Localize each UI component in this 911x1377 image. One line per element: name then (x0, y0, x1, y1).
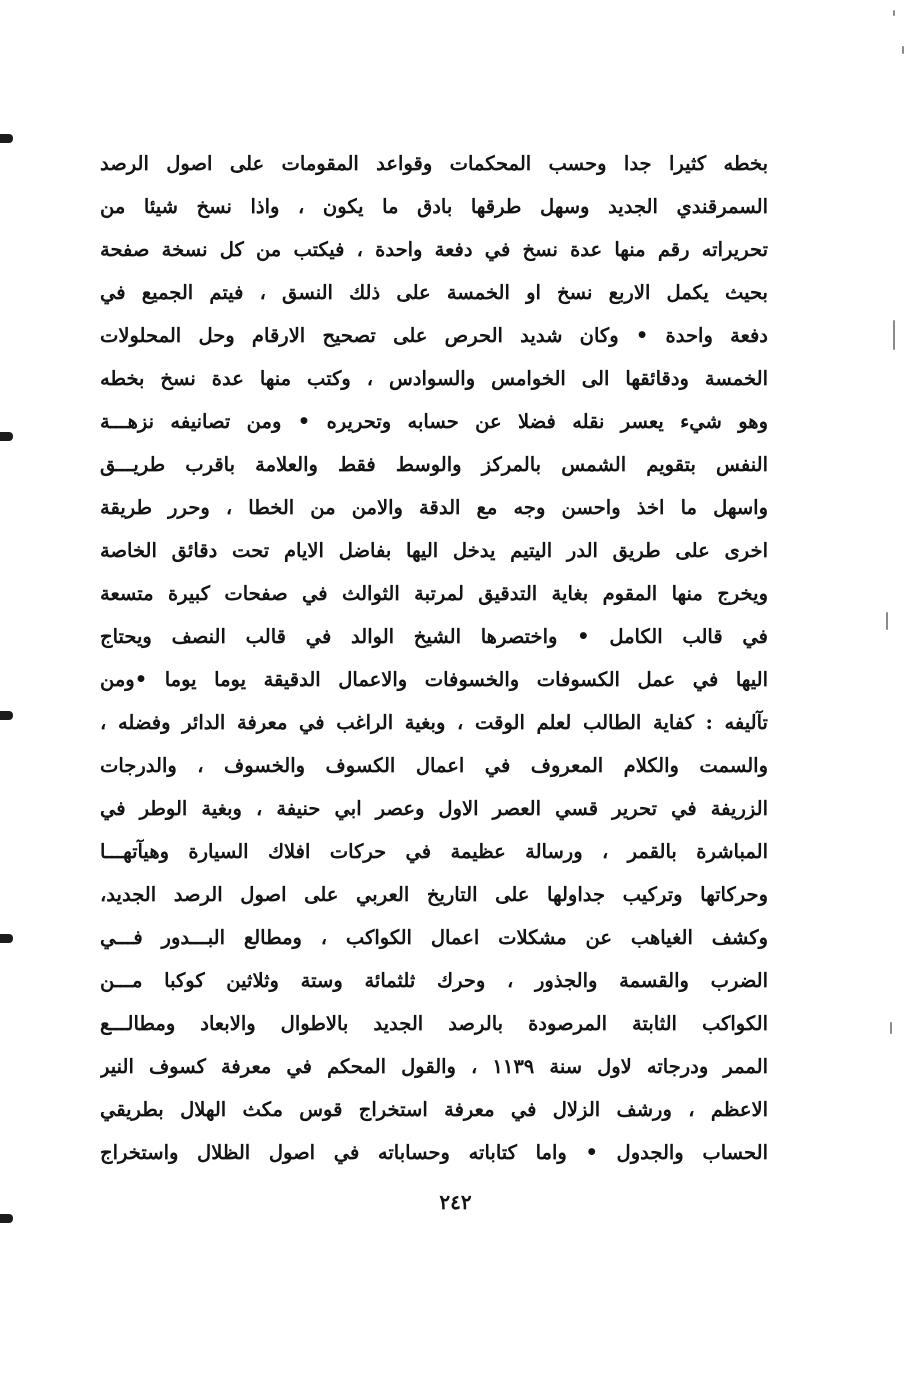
text-line: في قالب الكامل • واختصرها الشيخ الوالد في قالب النصف ويحتاج (100, 625, 768, 648)
page-number: ٢٤٢ (439, 1190, 472, 1214)
text-line: واسهل ما اخذ واحسن وجه مع الدقة والامن من الخطا ، وحرر طريقة (100, 496, 768, 519)
text-line: بحيث يكمل الاربع نسخ او الخمسة على ذلك النسق ، فيتم الجميع في (100, 281, 768, 304)
text-line: اخرى على طريق الدر اليتيم يدخل اليها بفاضل الايام تحت دقائق الخاصة (100, 539, 768, 562)
binding-mark (0, 934, 13, 943)
binding-mark (0, 432, 13, 441)
text-line: وحركاتها وتركيب جداولها على التاريخ العربي على اصول الرصد الجديد، (100, 883, 768, 906)
text-line: الحساب والجدول • واما كتاباته وحساباته في اصول الظلال واستخراج (100, 1141, 768, 1164)
edge-speck (886, 612, 888, 630)
text-line: السمرقندي الجديد وسهل طرقها بادق ما يكون ، واذا نسخ شيئا من (100, 195, 768, 218)
text-line: وكشف الغياهب عن مشكلات اعمال الكواكب ، ومطالع البـــدور فـــي (100, 926, 768, 949)
text-line: الاعظم ، ورشف الزلال في معرفة استخراج قوس مكث الهلال بطريقي (100, 1098, 768, 1121)
edge-speck (893, 320, 895, 350)
text-line: وهو شيء يعسر نقله فضلا عن حسابه وتحريره • ومن تصانيفه نزهـــة (100, 410, 768, 433)
text-line: الكواكب الثابتة المرصودة بالرصد الجديد بالاطوال والابعاد ومطالـــع (100, 1012, 768, 1035)
text-line: الضرب والقسمة والجذور ، وحرك ثلثمائة وستة وثلاثين كوكبا مـــن (100, 969, 768, 992)
binding-mark (0, 711, 13, 720)
text-line: الخمسة ودقائقها الى الخوامس والسوادس ، وكتب منها عدة نسخ بخطه (100, 367, 768, 390)
binding-mark (0, 1214, 13, 1223)
text-line: المباشرة بالقمر ، ورسالة عظيمة في حركات افلاك السيارة وهيآتهـــا (100, 840, 768, 863)
edge-speck (902, 46, 904, 54)
text-line: ويخرج منها المقوم بغاية التدقيق لمرتبة الثوالث في صفحات كبيرة متسعة (100, 582, 768, 605)
edge-speck (893, 10, 895, 16)
text-line: الزريفة في تحرير قسي العصر الاول وعصر ابي حنيفة ، وبغية الوطر في (100, 797, 768, 820)
body-text (100, 142, 768, 1174)
text-line: بخطه كثيرا جدا وحسب المحكمات وقواعد المقومات على اصول الرصد (100, 152, 768, 175)
binding-mark (0, 134, 13, 143)
edge-speck (890, 1022, 892, 1034)
text-line: اليها في عمل الكسوفات والخسوفات والاعمال الدقيقة يوما يوما •ومن (100, 668, 768, 691)
text-line: دفعة واحدة • وكان شديد الحرص على تصحيح الارقام وحل المحلولات (100, 324, 768, 347)
text-line: والسمت والكلام المعروف في اعمال الكسوف والخسوف ، والدرجات (100, 754, 768, 777)
text-line: تآليفه : كفاية الطالب لعلم الوقت ، وبغية الراغب في معرفة الدائر وفضله ، (100, 711, 768, 734)
text-line: تحريراته رقم منها عدة نسخ في دفعة واحدة ، فيكتب من كل نسخة صفحة (100, 238, 768, 261)
text-line: الممر ودرجاته لاول سنة ١١٣٩ ، والقول المحكم في معرفة كسوف النير (100, 1055, 768, 1078)
text-line: النفس بتقويم الشمس بالمركز والوسط فقط والعلامة باقرب طريـــق (100, 453, 768, 476)
